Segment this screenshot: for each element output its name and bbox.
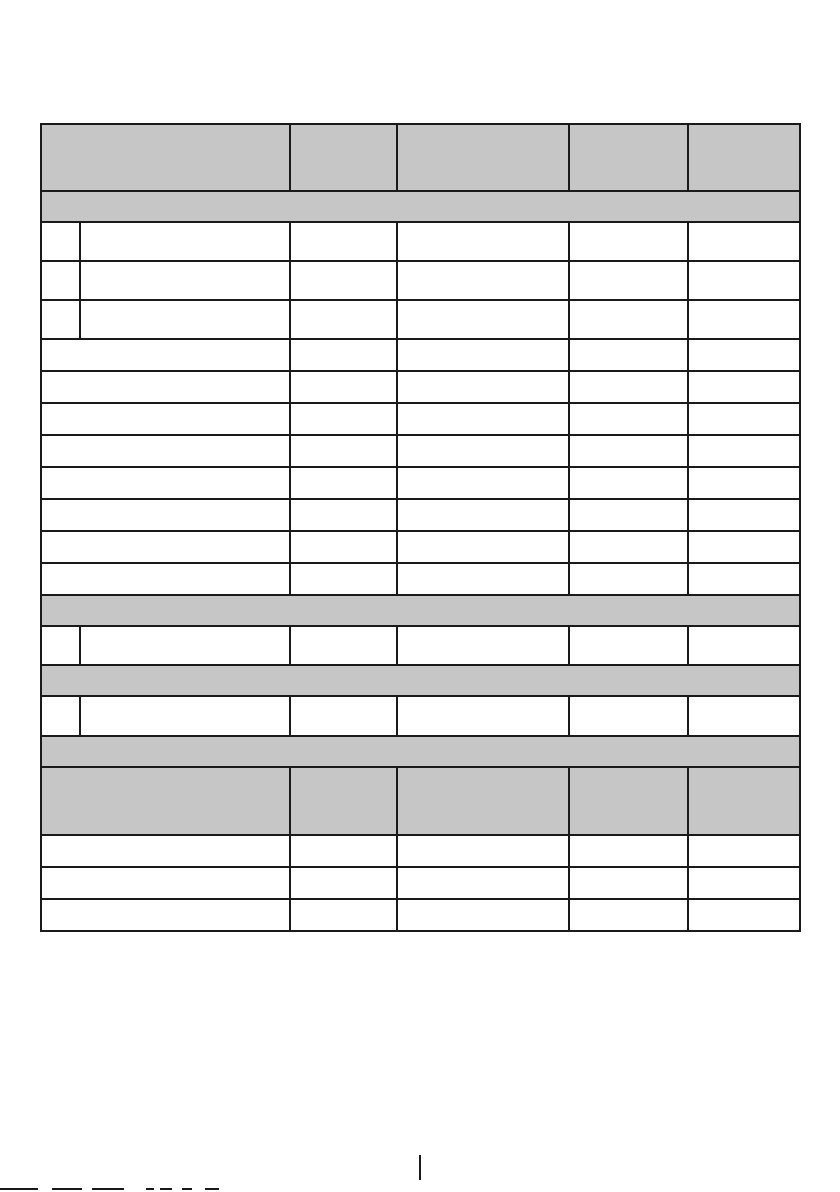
column-rule <box>687 499 689 531</box>
column-rule <box>396 339 398 371</box>
column-rule <box>40 626 42 665</box>
column-rule <box>396 563 398 595</box>
column-rule <box>687 563 689 595</box>
column-rule <box>289 767 291 835</box>
column-rule <box>799 531 801 563</box>
column-rule <box>40 339 42 371</box>
column-rule <box>289 403 291 435</box>
column-rule <box>40 595 42 626</box>
column-rule <box>799 563 801 595</box>
section-band <box>41 665 800 696</box>
column-rule <box>568 531 570 563</box>
column-rule <box>79 626 81 665</box>
column-rule <box>396 124 398 191</box>
row-rule <box>40 930 801 932</box>
column-rule <box>40 696 42 736</box>
column-rule <box>799 124 801 191</box>
column-rule <box>40 124 42 191</box>
column-rule <box>799 867 801 899</box>
section-band <box>41 736 800 767</box>
column-rule <box>40 531 42 563</box>
column-rule <box>799 300 801 339</box>
column-rule <box>799 736 801 767</box>
column-rule <box>396 261 398 300</box>
column-rule <box>687 467 689 499</box>
column-rule <box>799 339 801 371</box>
column-rule <box>568 300 570 339</box>
column-rule <box>568 563 570 595</box>
column-rule <box>396 626 398 665</box>
column-rule <box>40 403 42 435</box>
column-rule <box>396 371 398 403</box>
row-rule <box>40 664 801 666</box>
column-rule <box>799 435 801 467</box>
column-rule <box>687 124 689 191</box>
column-rule <box>79 696 81 736</box>
column-rule <box>568 767 570 835</box>
column-rule <box>40 665 42 696</box>
column-rule <box>687 531 689 563</box>
column-rule <box>568 467 570 499</box>
column-rule <box>79 222 81 261</box>
section-band <box>41 191 800 222</box>
column-rule <box>687 222 689 261</box>
column-rule <box>799 261 801 300</box>
column-rule <box>289 435 291 467</box>
column-rule <box>40 736 42 767</box>
column-rule <box>40 222 42 261</box>
column-rule <box>289 124 291 191</box>
column-rule <box>396 499 398 531</box>
column-rule <box>687 835 689 867</box>
column-rule <box>40 435 42 467</box>
column-rule <box>568 696 570 736</box>
column-rule <box>79 300 81 339</box>
column-rule <box>799 696 801 736</box>
column-rule <box>687 899 689 931</box>
column-rule <box>396 403 398 435</box>
column-rule <box>568 626 570 665</box>
column-rule <box>568 222 570 261</box>
column-rule <box>568 835 570 867</box>
column-rule <box>396 696 398 736</box>
column-rule <box>687 696 689 736</box>
column-rule <box>568 435 570 467</box>
column-rule <box>396 767 398 835</box>
column-rule <box>289 222 291 261</box>
column-rule <box>40 563 42 595</box>
column-rule <box>687 867 689 899</box>
column-rule <box>799 222 801 261</box>
column-rule <box>568 499 570 531</box>
column-rule <box>40 835 42 867</box>
footer-divider <box>419 1155 421 1180</box>
column-rule <box>40 261 42 300</box>
column-rule <box>568 899 570 931</box>
column-rule <box>396 531 398 563</box>
column-rule <box>79 261 81 300</box>
column-rule <box>687 626 689 665</box>
column-rule <box>687 339 689 371</box>
column-rule <box>289 626 291 665</box>
column-rule <box>568 339 570 371</box>
column-rule <box>687 371 689 403</box>
column-rule <box>40 767 42 835</box>
column-rule <box>289 371 291 403</box>
column-rule <box>799 467 801 499</box>
column-rule <box>396 467 398 499</box>
bottom-edge-artifact <box>0 1188 240 1192</box>
column-rule <box>289 696 291 736</box>
column-rule <box>396 835 398 867</box>
column-rule <box>568 124 570 191</box>
column-rule <box>396 222 398 261</box>
column-rule <box>799 899 801 931</box>
column-rule <box>289 899 291 931</box>
column-rule <box>289 499 291 531</box>
column-rule <box>40 467 42 499</box>
column-rule <box>40 499 42 531</box>
column-rule <box>568 261 570 300</box>
column-rule <box>289 563 291 595</box>
column-rule <box>396 300 398 339</box>
column-rule <box>687 403 689 435</box>
column-rule <box>289 339 291 371</box>
column-rule <box>396 899 398 931</box>
column-rule <box>799 371 801 403</box>
column-rule <box>568 403 570 435</box>
column-rule <box>396 867 398 899</box>
column-rule <box>568 371 570 403</box>
column-rule <box>289 835 291 867</box>
column-rule <box>396 435 398 467</box>
column-rule <box>568 867 570 899</box>
column-rule <box>799 595 801 626</box>
column-rule <box>687 767 689 835</box>
column-rule <box>289 531 291 563</box>
column-rule <box>40 899 42 931</box>
column-rule <box>799 626 801 665</box>
row-rule <box>40 594 801 596</box>
column-rule <box>40 867 42 899</box>
column-rule <box>40 191 42 222</box>
column-rule <box>799 835 801 867</box>
row-rule <box>40 735 801 737</box>
column-rule <box>799 665 801 696</box>
column-rule <box>40 300 42 339</box>
column-rule <box>687 300 689 339</box>
column-rule <box>799 191 801 222</box>
column-rule <box>289 261 291 300</box>
column-rule <box>687 435 689 467</box>
section-band <box>41 595 800 626</box>
column-rule <box>799 767 801 835</box>
column-rule <box>289 300 291 339</box>
column-rule <box>687 261 689 300</box>
column-rule <box>289 467 291 499</box>
column-rule <box>40 371 42 403</box>
column-rule <box>799 403 801 435</box>
row-rule <box>40 190 801 192</box>
column-rule <box>799 499 801 531</box>
column-rule <box>289 867 291 899</box>
